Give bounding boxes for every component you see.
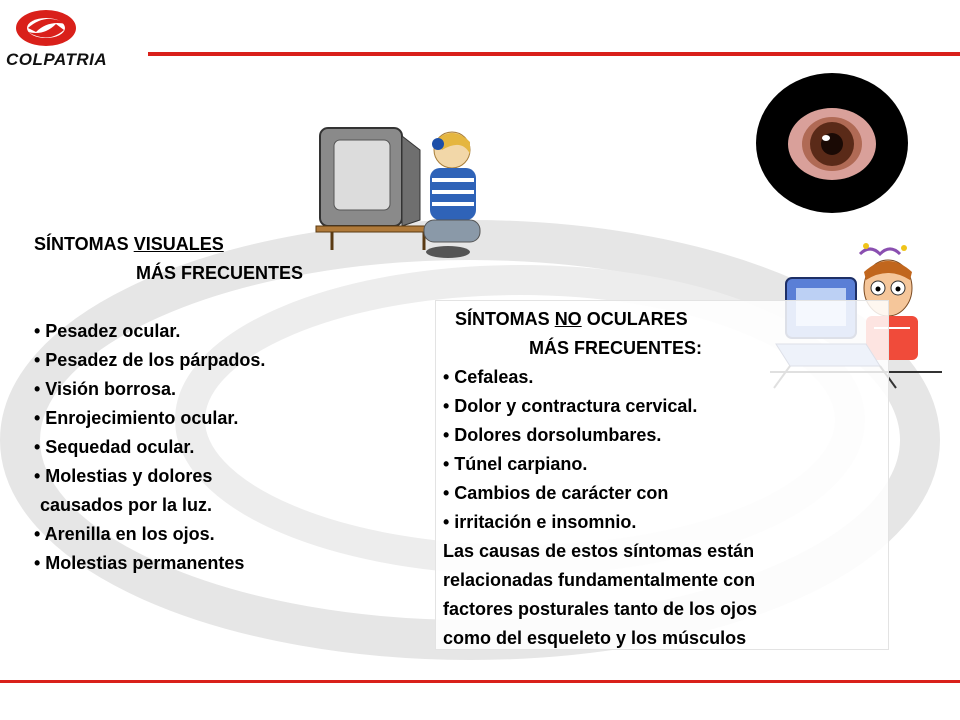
causes-paragraph <box>443 537 883 653</box>
list-item: • Enrojecimiento ocular. <box>34 408 239 428</box>
list-item: • Arenilla en los ojos. <box>34 524 215 544</box>
list-item: • Cambios de carácter con <box>443 483 669 503</box>
paragraph-line: Las causas de estos síntomas están <box>443 541 755 561</box>
list-item: • Molestias y dolores <box>34 466 213 486</box>
list-item: • Dolores dorsolumbares. <box>443 425 662 445</box>
red-eye-illustration <box>754 72 910 214</box>
list-item: • Pesadez ocular. <box>34 321 181 341</box>
list-item: • Visión borrosa. <box>34 379 177 399</box>
visual-symptoms-title: SÍNTOMAS VISUALES <box>34 234 224 254</box>
visuales-underlined: VISUALES <box>133 234 224 254</box>
paragraph-line: como del esqueleto y los músculos <box>443 628 747 648</box>
list-item-continuation: causados por la luz. <box>40 495 213 515</box>
paragraph-line: relacionadas fundamentalmente con <box>443 570 756 590</box>
list-item: • Cefaleas. <box>443 367 534 387</box>
bottom-divider <box>0 680 960 683</box>
list-item: • irritación e insomnio. <box>443 512 637 532</box>
list-item: • Molestias permanentes <box>34 553 245 573</box>
list-item: • Pesadez de los párpados. <box>34 350 266 370</box>
non-ocular-symptoms-list <box>443 363 883 537</box>
no-underlined: NO <box>554 309 582 329</box>
visual-symptoms-panel <box>34 230 374 578</box>
non-ocular-symptoms-title: SÍNTOMAS NO OCULARES <box>455 309 688 329</box>
non-ocular-symptoms-panel <box>443 305 883 653</box>
visual-symptoms-subtitle: MÁS FRECUENTES <box>136 263 304 283</box>
paragraph-line: factores posturales tanto de los ojos <box>443 599 758 619</box>
list-item: • Túnel carpiano. <box>443 454 588 474</box>
list-item: • Dolor y contractura cervical. <box>443 396 698 416</box>
brand-name: COLPATRIA <box>6 50 108 69</box>
list-item: • Sequedad ocular. <box>34 437 195 457</box>
top-divider <box>148 52 960 56</box>
visual-symptoms-list <box>34 317 374 578</box>
non-ocular-symptoms-subtitle: MÁS FRECUENTES: <box>529 338 703 358</box>
